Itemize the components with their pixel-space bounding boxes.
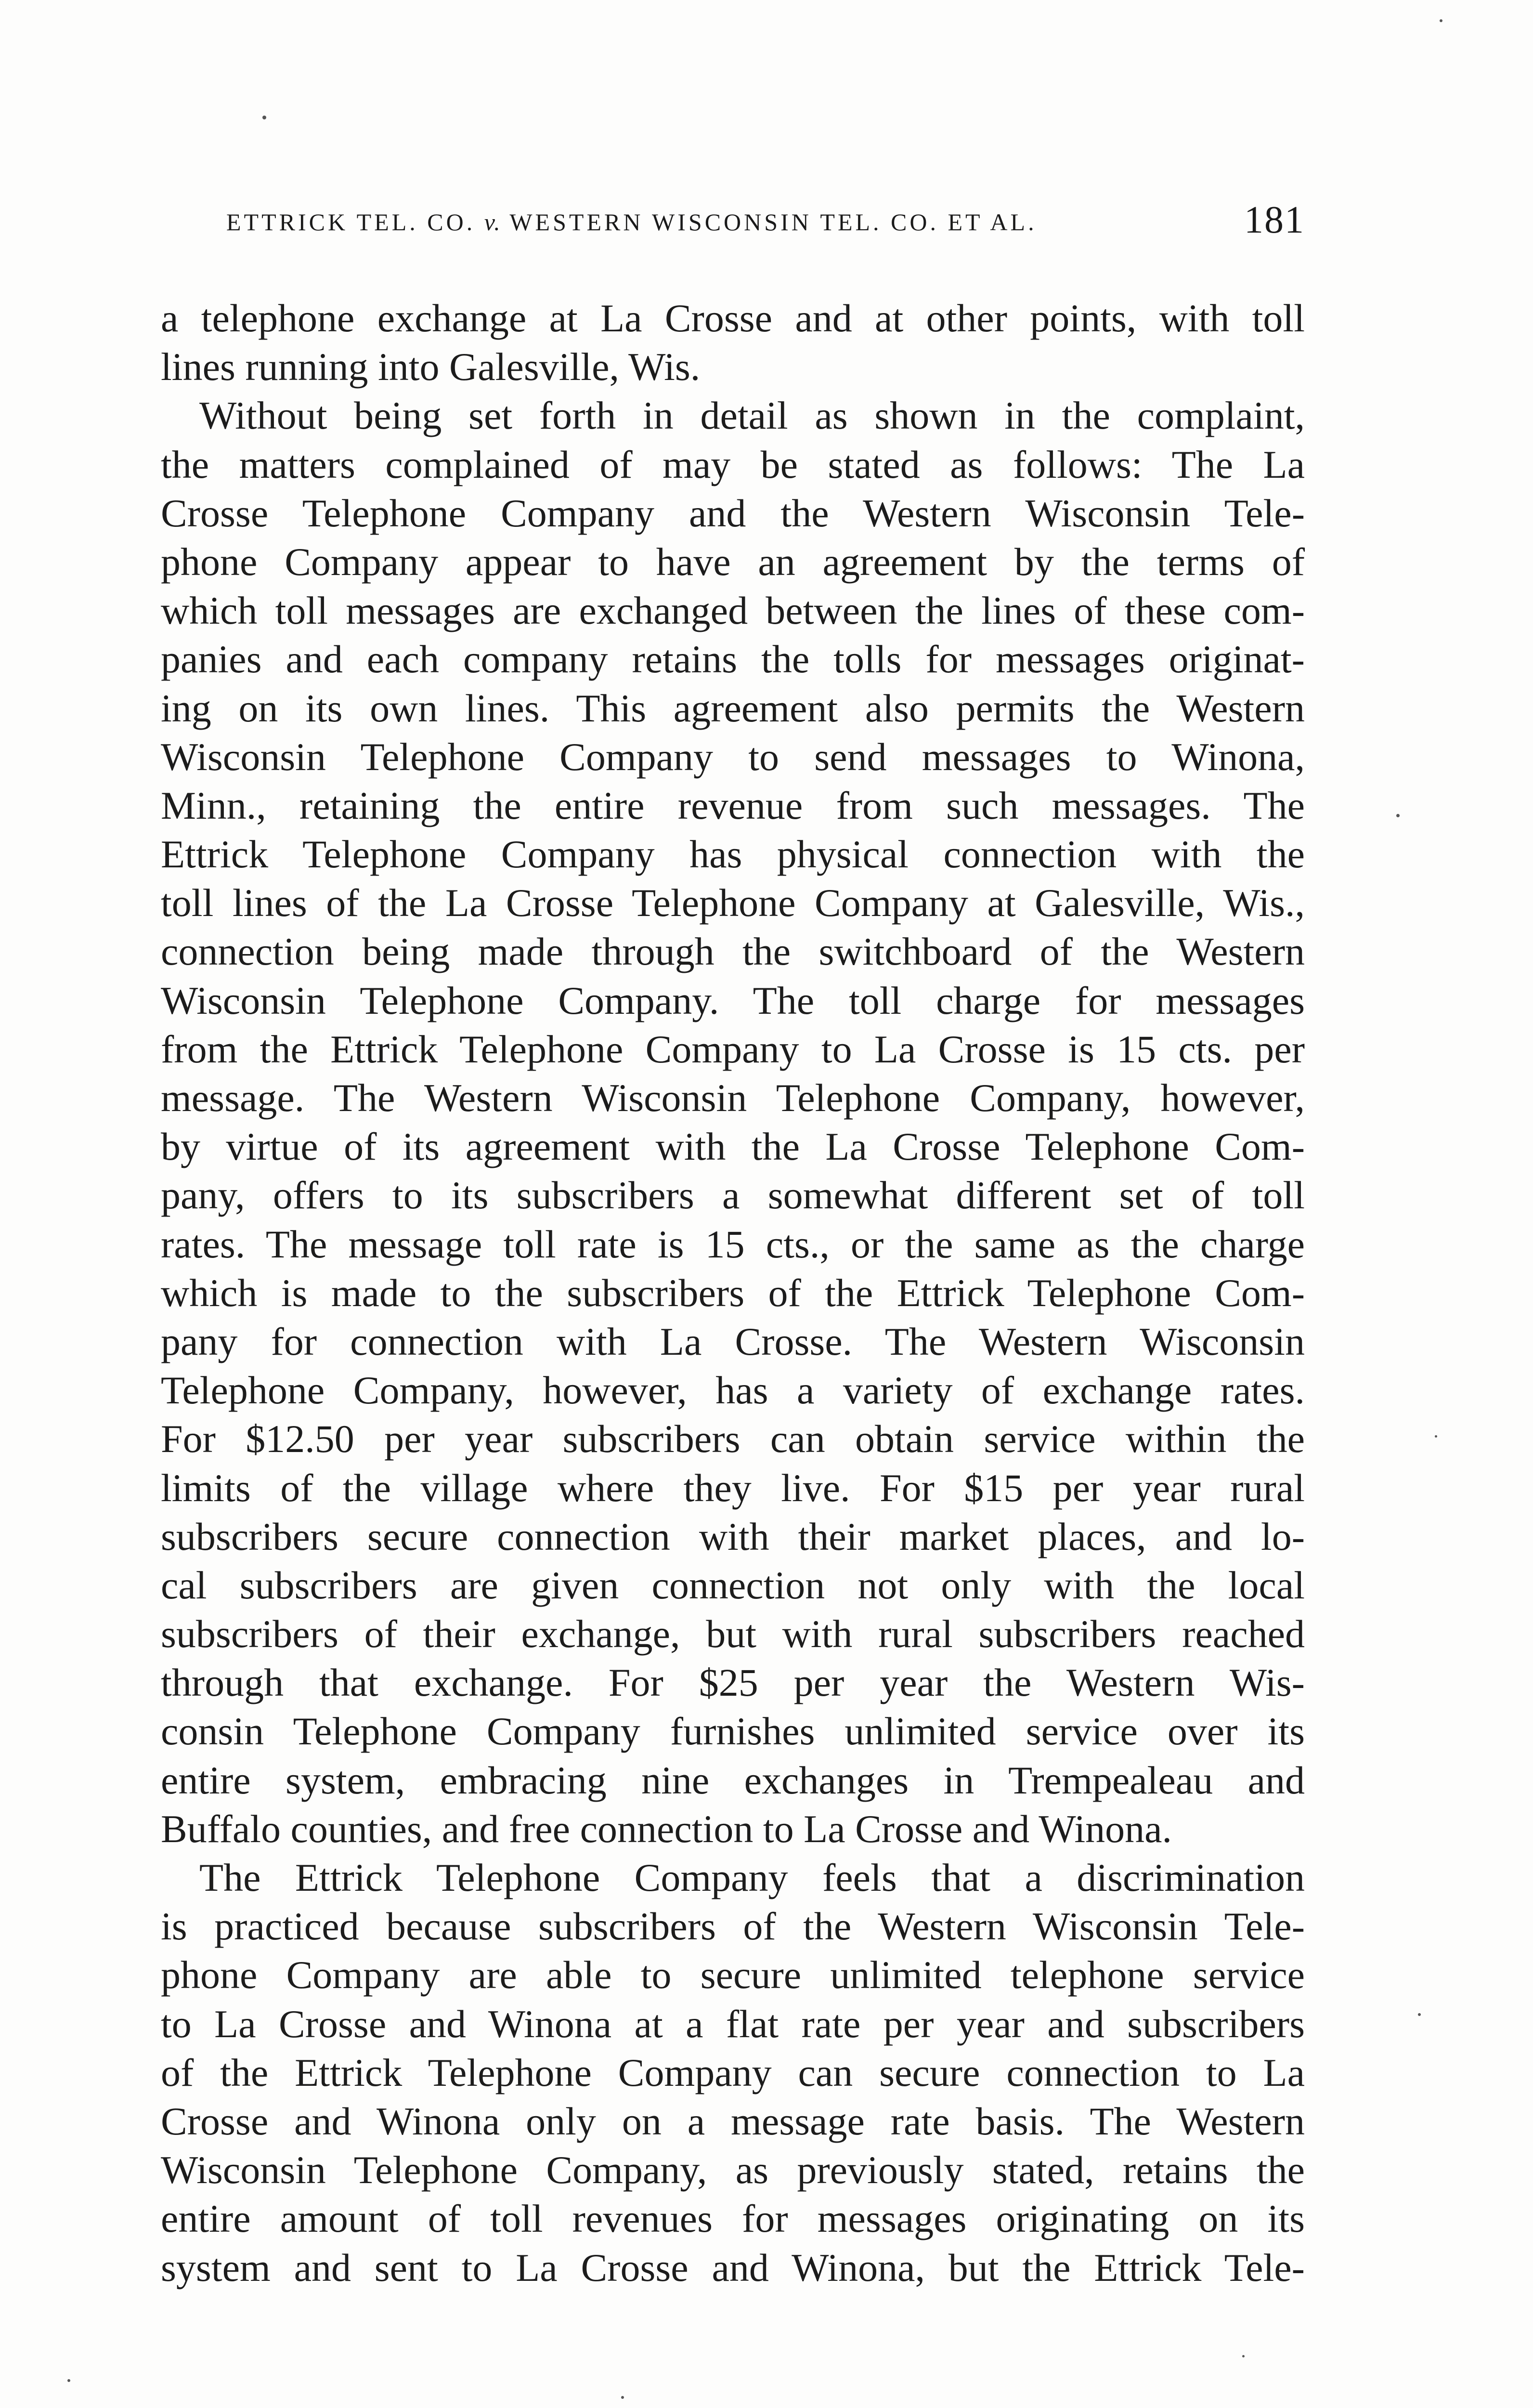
- text-line: Ettrick Telephone Company has physical connection with the: [161, 832, 1305, 877]
- text-line: Minn., retaining the entire revenue from such messages. The: [161, 783, 1305, 827]
- text-line: entire system, embracing nine exchanges in Trempealeau and: [161, 1758, 1305, 1802]
- text-line: through that exchange. For $25 per year the Western Wis-: [161, 1661, 1305, 1705]
- text-line: subscribers secure connection with their market places, and lo-: [161, 1514, 1305, 1558]
- scan-speck: [1435, 1435, 1437, 1438]
- running-head: [226, 208, 1037, 236]
- text-line: rates. The message toll rate is 15 cts., or the same as the charge: [161, 1222, 1305, 1266]
- text-line: Wisconsin Telephone Company, as previously stated, retains the: [161, 2148, 1305, 2192]
- text-line: to La Crosse and Winona at a flat rate per year and subscribers: [161, 2002, 1305, 2046]
- text-line: from the Ettrick Telephone Company to La Crosse is 15 cts. per: [161, 1027, 1305, 1071]
- running-head-left: ETTRICK TEL. CO.: [226, 209, 476, 236]
- text-line: toll lines of the La Crosse Telephone Company at Galesville, Wis.,: [161, 881, 1305, 925]
- scan-speck: [262, 116, 266, 119]
- scan-speck: [621, 2396, 624, 2399]
- text-line: message. The Western Wisconsin Telephone Company, however,: [161, 1076, 1305, 1120]
- text-line: which toll messages are exchanged between the lines of these com-: [161, 589, 1305, 633]
- scan-speck: [1418, 2013, 1421, 2016]
- body-text: [161, 294, 1305, 2292]
- text-line: limits of the village where they live. For $15 per year rural: [161, 1466, 1305, 1510]
- scan-speck: [67, 2379, 70, 2382]
- text-line: by virtue of its agreement with the La Crosse Telephone Com-: [161, 1125, 1305, 1169]
- text-line: phone Company are able to secure unlimited telephone service: [161, 1953, 1305, 1997]
- text-line: The Ettrick Telephone Company feels that a discrimination: [199, 1856, 1305, 1899]
- text-line: lines running into Galesville, Wis.: [161, 345, 701, 389]
- text-line: which is made to the subscribers of the Ettrick Telephone Com-: [161, 1270, 1305, 1315]
- text-line: ing on its own lines. This agreement also permits the Western: [161, 686, 1305, 730]
- text-line: cal subscribers are given connection not only with the local: [161, 1563, 1305, 1607]
- text-line: consin Telephone Company furnishes unlimited service over its: [161, 1709, 1305, 1754]
- text-line: subscribers of their exchange, but with rural subscribers reached: [161, 1612, 1305, 1656]
- text-line: Crosse and Winona only on a message rate basis. The Western: [161, 2099, 1305, 2143]
- running-head-vs: v.: [484, 209, 501, 236]
- text-line: For $12.50 per year subscribers can obtain service within the: [161, 1417, 1305, 1461]
- text-line: Without being set forth in detail as shown in the complaint,: [199, 393, 1305, 438]
- text-line: connection being made through the switchboard of the Western: [161, 929, 1305, 974]
- text-line: of the Ettrick Telephone Company can secure connection to La: [161, 2050, 1305, 2094]
- text-line: phone Company appear to have an agreement by the terms of: [161, 539, 1305, 584]
- text-line: the matters complained of may be stated as follows: The La: [161, 442, 1305, 486]
- text-line: Telephone Company, however, has a variety of exchange rates.: [161, 1368, 1305, 1413]
- text-line: panies and each company retains the tolls for messages originat-: [161, 637, 1305, 681]
- page-header: [226, 198, 1305, 251]
- text-line: pany, offers to its subscribers a somewhat different set of toll: [161, 1173, 1305, 1217]
- scan-speck: [1242, 2355, 1245, 2357]
- scan-speck: [1396, 814, 1400, 817]
- text-line: Wisconsin Telephone Company. The toll charge for messages: [161, 978, 1305, 1022]
- text-line: entire amount of toll revenues for messages originating on its: [161, 2197, 1305, 2241]
- running-head-right: WESTERN WISCONSIN TEL. CO. ET AL.: [509, 209, 1037, 236]
- text-line: is practiced because subscribers of the Western Wisconsin Tele-: [161, 1904, 1305, 1949]
- text-line: Wisconsin Telephone Company to send messages to Winona,: [161, 734, 1305, 779]
- text-line: a telephone exchange at La Crosse and at other points, with toll: [161, 296, 1305, 340]
- text-line: Crosse Telephone Company and the Western Wisconsin Tele-: [161, 491, 1305, 535]
- page-number: 181: [1244, 199, 1305, 241]
- text-line: system and sent to La Crosse and Winona, but the Ettrick Tele-: [161, 2245, 1305, 2290]
- scan-speck: [1440, 19, 1442, 22]
- text-line: pany for connection with La Crosse. The Western Wisconsin: [161, 1319, 1305, 1363]
- text-line: Buffalo counties, and free connection to La Crosse and Winona.: [161, 1806, 1172, 1851]
